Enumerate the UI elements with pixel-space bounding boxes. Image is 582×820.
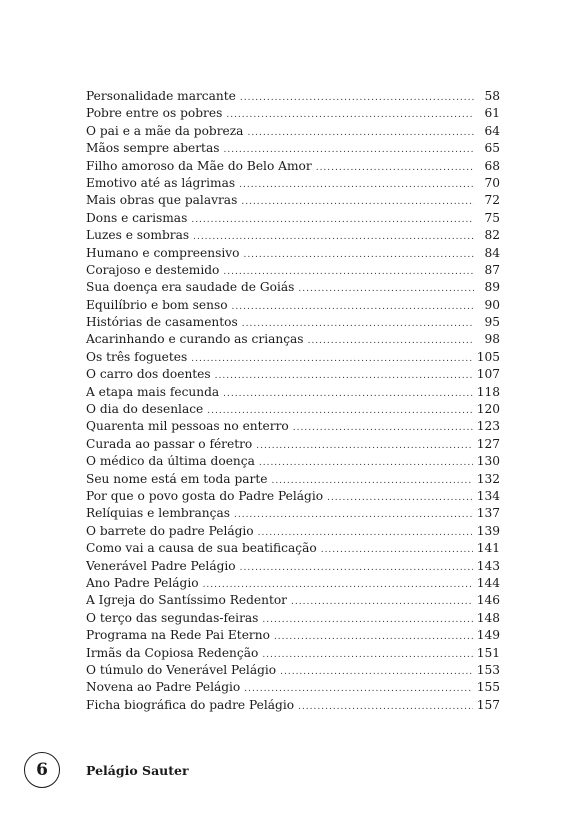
toc-entry bbox=[86, 610, 500, 627]
toc-leader-dots bbox=[240, 90, 474, 107]
toc-leader-dots bbox=[308, 333, 474, 350]
toc-entry-page: 98 bbox=[484, 332, 500, 347]
toc-entry bbox=[86, 540, 500, 557]
toc-entry-page: 130 bbox=[476, 454, 500, 469]
toc-leader-dots bbox=[191, 212, 474, 229]
toc-entry bbox=[86, 297, 500, 314]
toc-entry-page: 61 bbox=[484, 106, 500, 121]
toc-entry-page: 155 bbox=[476, 680, 500, 695]
toc-entry-page: 146 bbox=[476, 593, 500, 608]
toc-entry-page: 68 bbox=[484, 158, 500, 173]
toc-entry-title: Ano Padre Pelágio bbox=[86, 575, 199, 590]
toc-entry bbox=[86, 384, 500, 401]
toc-entry-title: O médico da última doença bbox=[86, 454, 255, 469]
toc-entry-page: 107 bbox=[476, 367, 500, 382]
toc-leader-dots bbox=[262, 612, 472, 629]
toc-entry-page: 65 bbox=[484, 141, 500, 156]
toc-entry bbox=[86, 349, 500, 366]
toc-leader-dots bbox=[316, 160, 474, 177]
toc-entry-title: Seu nome está em toda parte bbox=[86, 471, 268, 486]
toc-entry-title: Humano e compreensivo bbox=[86, 245, 240, 260]
toc-entry bbox=[86, 262, 500, 279]
author-name: Pelágio Sauter bbox=[86, 762, 189, 778]
toc-leader-dots bbox=[274, 629, 473, 646]
toc-entry bbox=[86, 575, 500, 592]
toc-entry-title: Quarenta mil pessoas no enterro bbox=[86, 419, 289, 434]
toc-entry bbox=[86, 645, 500, 662]
toc-entry bbox=[86, 158, 500, 175]
toc-leader-dots bbox=[327, 490, 473, 507]
toc-entry-title: Ficha biográfica do padre Pelágio bbox=[86, 697, 295, 712]
toc-leader-dots bbox=[298, 281, 474, 298]
toc-entry-page: 132 bbox=[476, 471, 500, 486]
toc-entry-title: Mãos sempre abertas bbox=[86, 141, 220, 156]
toc-entry-page: 143 bbox=[476, 558, 500, 573]
toc-leader-dots bbox=[291, 594, 473, 611]
toc-leader-dots bbox=[223, 386, 473, 403]
toc-entry bbox=[86, 314, 500, 331]
toc-entry bbox=[86, 105, 500, 122]
toc-entry-title: Pobre entre os pobres bbox=[86, 106, 223, 121]
toc-leader-dots bbox=[241, 194, 474, 211]
toc-entry-page: 123 bbox=[476, 419, 500, 434]
toc-leader-dots bbox=[280, 664, 473, 681]
toc-entry bbox=[86, 627, 500, 644]
toc-entry-page: 153 bbox=[476, 662, 500, 677]
toc-entry bbox=[86, 697, 500, 714]
toc-entry-page: 84 bbox=[484, 245, 500, 260]
toc-entry bbox=[86, 679, 500, 696]
toc-entry-page: 144 bbox=[476, 575, 500, 590]
toc-entry-title: Por que o povo gosta do Padre Pelágio bbox=[86, 488, 324, 503]
toc-entry-title: Os três foguetes bbox=[86, 349, 188, 364]
toc-entry-title: Relíquias e lembranças bbox=[86, 506, 230, 521]
toc-entry-title: Programa na Rede Pai Eterno bbox=[86, 628, 270, 643]
toc-entry bbox=[86, 279, 500, 296]
toc-entry-title: Filho amoroso da Mãe do Belo Amor bbox=[86, 158, 312, 173]
toc-entry bbox=[86, 505, 500, 522]
toc-leader-dots bbox=[321, 542, 473, 559]
toc-entry bbox=[86, 558, 500, 575]
toc-entry-page: 95 bbox=[484, 315, 500, 330]
toc-leader-dots bbox=[240, 560, 473, 577]
toc-entry-title: O carro dos doentes bbox=[86, 367, 211, 382]
toc-entry bbox=[86, 488, 500, 505]
toc-entry-page: 134 bbox=[476, 488, 500, 503]
toc-leader-dots bbox=[262, 647, 472, 664]
toc-leader-dots bbox=[232, 299, 474, 316]
toc-entry bbox=[86, 140, 500, 157]
toc-entry-title: Personalidade marcante bbox=[86, 89, 236, 103]
toc-entry-page: 151 bbox=[476, 645, 500, 660]
page-number: 6 bbox=[36, 760, 48, 780]
toc-entry-page: 87 bbox=[484, 262, 500, 277]
toc-entry bbox=[86, 436, 500, 453]
toc-entry-page: 82 bbox=[484, 228, 500, 243]
toc-entry-title: Histórias de casamentos bbox=[86, 315, 238, 330]
toc-entry-page: 90 bbox=[484, 297, 500, 312]
toc-leader-dots bbox=[215, 368, 473, 385]
toc-leader-dots bbox=[259, 455, 473, 472]
toc-entry bbox=[86, 523, 500, 540]
toc-entry bbox=[86, 245, 500, 262]
toc-entry-title: Irmãs da Copiosa Redenção bbox=[86, 645, 259, 660]
toc-entry bbox=[86, 88, 500, 105]
toc-entry-page: 149 bbox=[476, 628, 500, 643]
toc-leader-dots bbox=[256, 438, 472, 455]
toc-leader-dots bbox=[191, 351, 472, 368]
toc-entry-page: 64 bbox=[484, 123, 500, 138]
toc-entry-title: Sua doença era saudade de Goiás bbox=[86, 280, 295, 295]
toc-entry-page: 139 bbox=[476, 523, 500, 538]
toc-leader-dots bbox=[243, 247, 474, 264]
toc-entry-page: 72 bbox=[484, 193, 500, 208]
toc-entry-title: Dons e carismas bbox=[86, 210, 188, 225]
toc-entry bbox=[86, 123, 500, 140]
page-number-badge bbox=[24, 752, 60, 788]
toc-entry bbox=[86, 453, 500, 470]
toc-entry-title: A etapa mais fecunda bbox=[86, 384, 220, 399]
toc-leader-dots bbox=[226, 107, 474, 124]
toc-leader-dots bbox=[298, 699, 473, 716]
toc-entry bbox=[86, 227, 500, 244]
toc-leader-dots bbox=[247, 125, 474, 142]
toc-entry-page: 70 bbox=[484, 175, 500, 190]
toc-entry-page: 105 bbox=[476, 349, 500, 364]
toc-entry-title: Corajoso e destemido bbox=[86, 262, 220, 277]
page-footer bbox=[24, 752, 189, 788]
toc-entry-title: Venerável Padre Pelágio bbox=[86, 558, 236, 573]
toc-entry-page: 127 bbox=[476, 436, 500, 451]
toc-entry-page: 58 bbox=[484, 89, 500, 103]
toc-entry bbox=[86, 366, 500, 383]
toc-entry-page: 148 bbox=[476, 610, 500, 625]
toc-entry bbox=[86, 418, 500, 435]
toc-entry-page: 137 bbox=[476, 506, 500, 521]
toc-leader-dots bbox=[239, 177, 474, 194]
toc-entry bbox=[86, 175, 500, 192]
toc-entry-title: O dia do desenlace bbox=[86, 402, 204, 417]
toc-entry-title: Equilíbrio e bom senso bbox=[86, 297, 228, 312]
toc-entry-title: Como vai a causa de sua beatificação bbox=[86, 541, 317, 556]
toc-entry bbox=[86, 210, 500, 227]
toc-entry-page: 89 bbox=[484, 280, 500, 295]
toc-entry bbox=[86, 401, 500, 418]
toc-entry-title: Luzes e sombras bbox=[86, 228, 190, 243]
toc-entry-page: 141 bbox=[476, 541, 500, 556]
toc-entry-page: 157 bbox=[476, 697, 500, 712]
toc-entry-title: O túmulo do Venerável Pelágio bbox=[86, 662, 277, 677]
table-of-contents bbox=[86, 88, 500, 714]
toc-entry-title: A Igreja do Santíssimo Redentor bbox=[86, 593, 288, 608]
toc-entry-title: O terço das segundas-feiras bbox=[86, 610, 259, 625]
toc-entry-page: 120 bbox=[476, 402, 500, 417]
toc-entry-page: 75 bbox=[484, 210, 500, 225]
toc-entry bbox=[86, 592, 500, 609]
toc-entry-title: Emotivo até as lágrimas bbox=[86, 175, 236, 190]
toc-entry-page: 118 bbox=[476, 384, 500, 399]
toc-entry bbox=[86, 192, 500, 209]
toc-entry-title: Novena ao Padre Pelágio bbox=[86, 680, 241, 695]
toc-leader-dots bbox=[293, 420, 473, 437]
toc-entry-title: O barrete do padre Pelágio bbox=[86, 523, 254, 538]
toc-leader-dots bbox=[234, 507, 473, 524]
toc-entry-title: Curada ao passar o féretro bbox=[86, 436, 253, 451]
toc-entry-title: Mais obras que palavras bbox=[86, 193, 238, 208]
toc-entry-title: O pai e a mãe da pobreza bbox=[86, 123, 244, 138]
toc-entry bbox=[86, 662, 500, 679]
toc-entry bbox=[86, 471, 500, 488]
toc-entry bbox=[86, 331, 500, 348]
toc-entry-title: Acarinhando e curando as crianças bbox=[86, 332, 304, 347]
